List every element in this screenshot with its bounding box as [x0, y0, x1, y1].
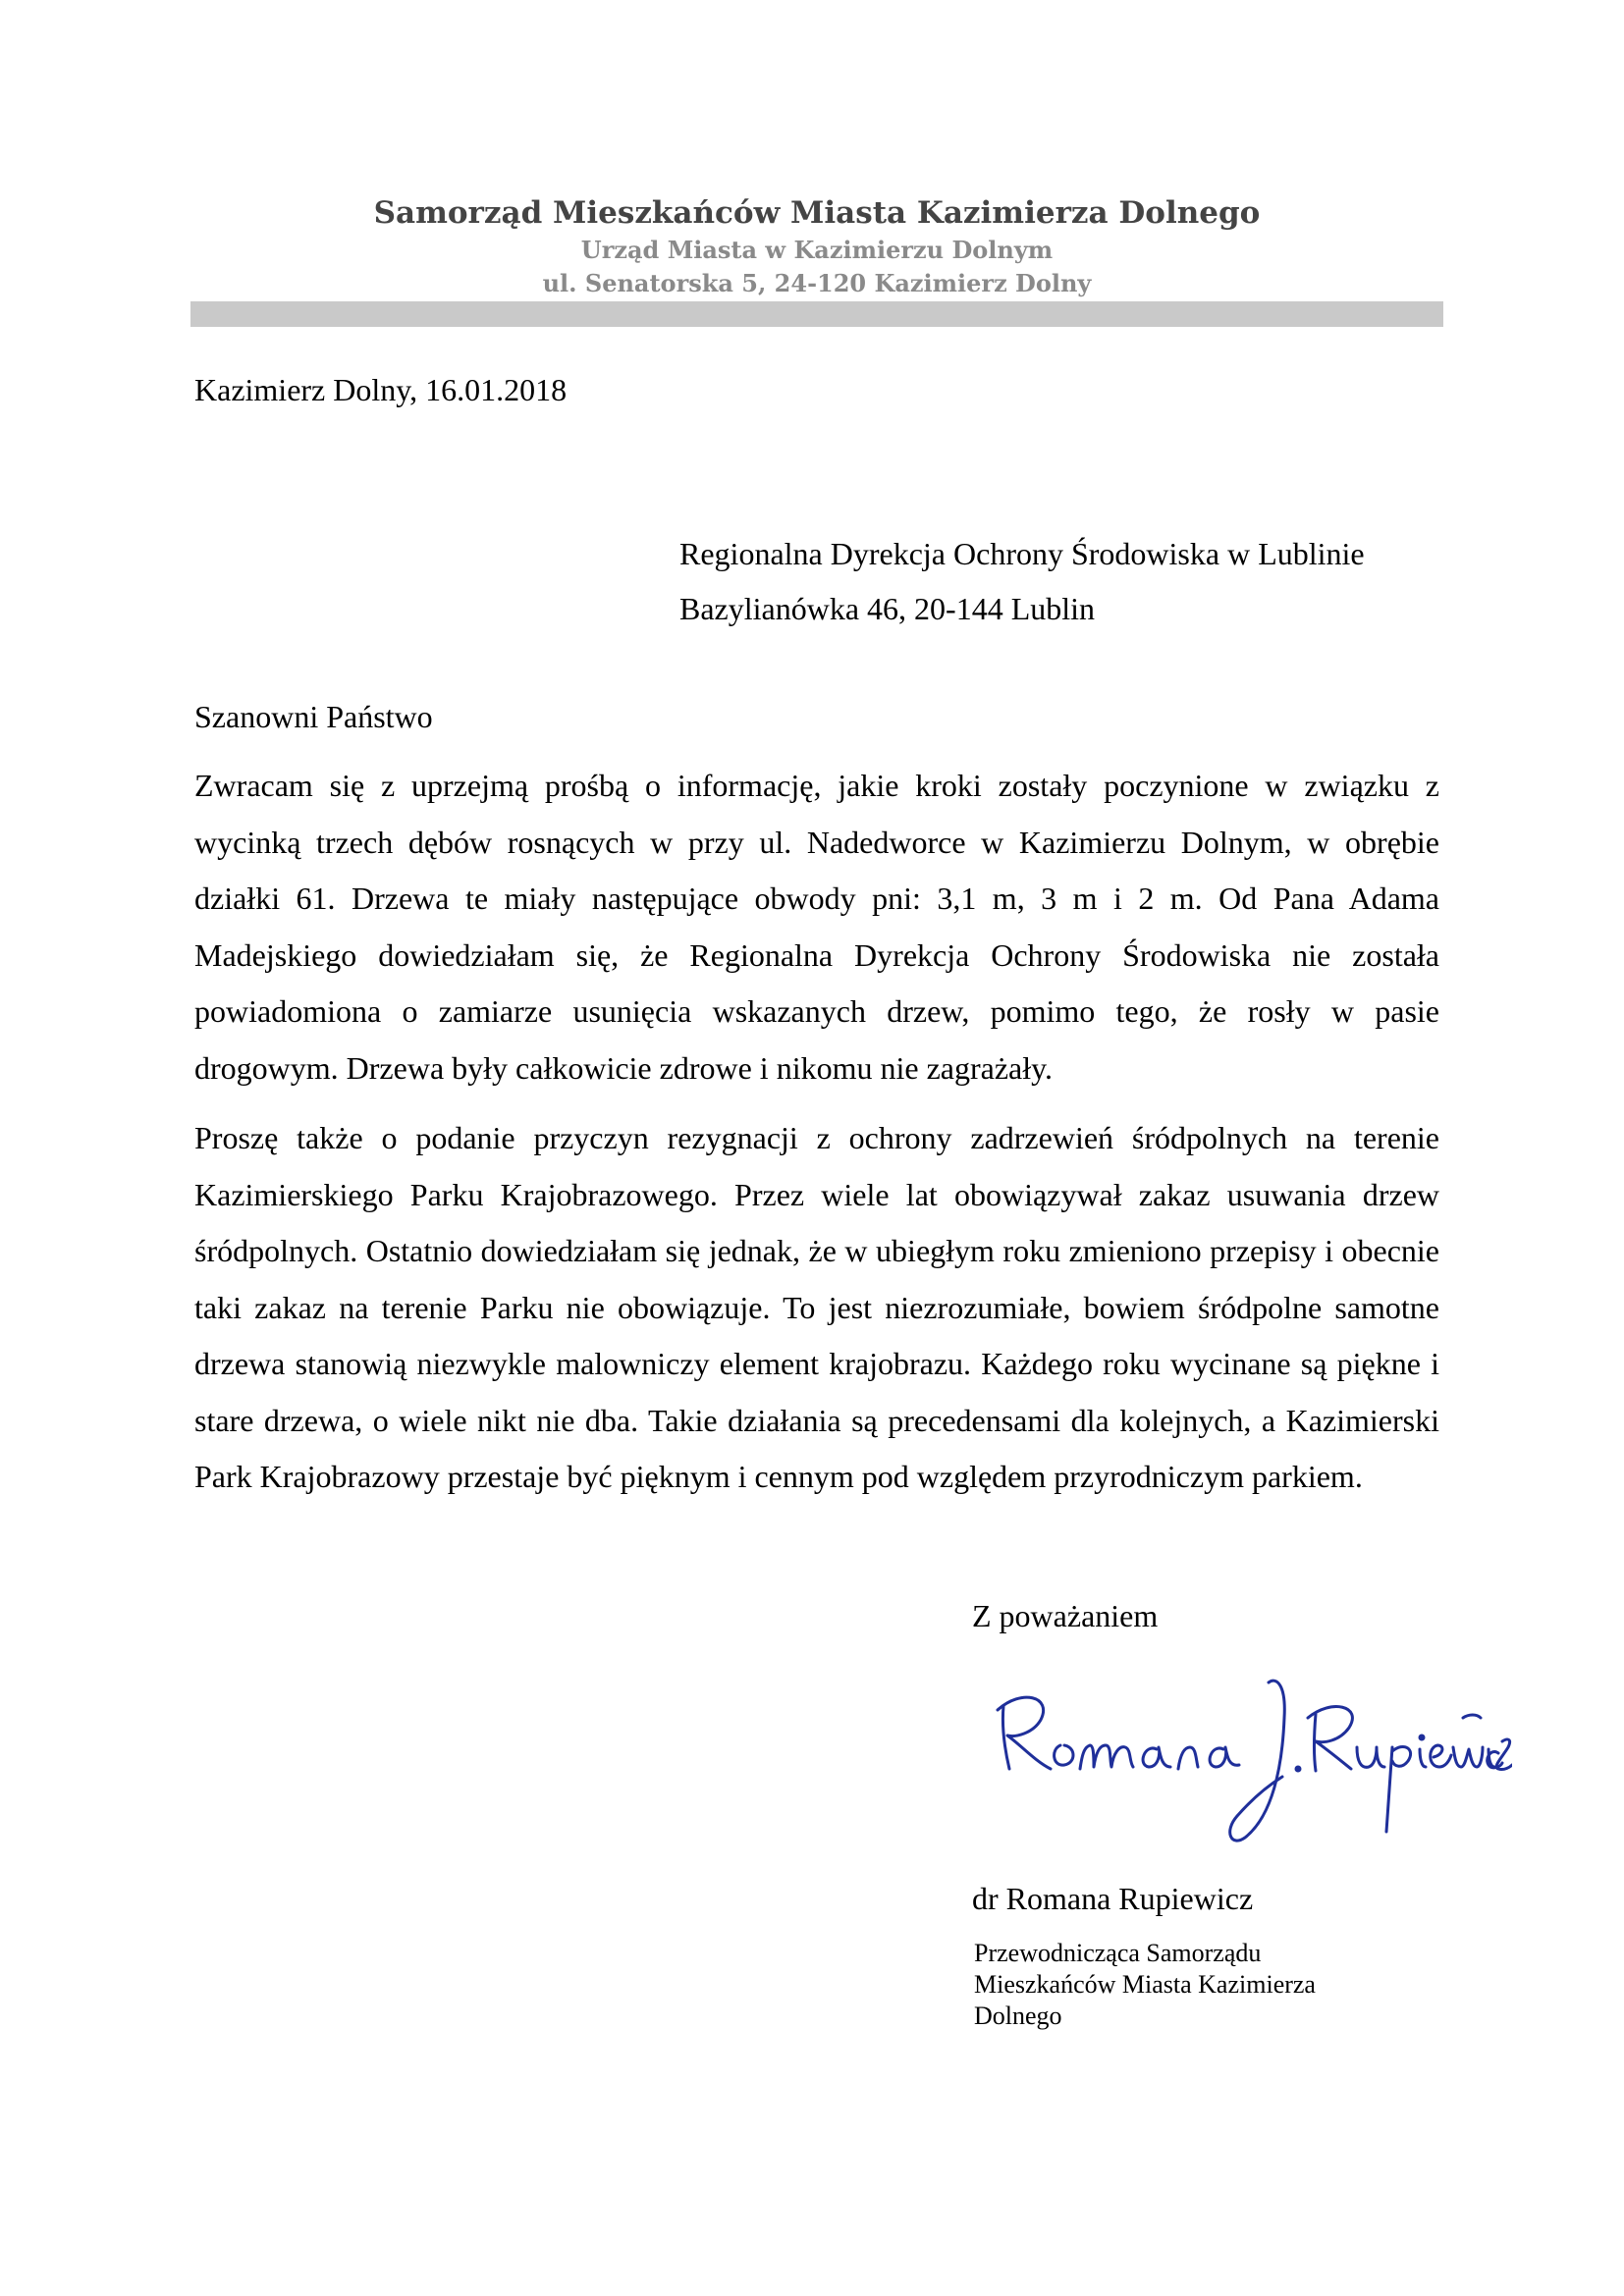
signer-role-line: Dolnego: [974, 2002, 1062, 2030]
recipient-name: Regionalna Dyrekcja Ochrony Środowiska w Lublinie: [679, 536, 1365, 571]
salutation: Szanowni Państwo: [194, 699, 433, 734]
recipient-block: [679, 526, 1365, 636]
letterhead: [190, 192, 1443, 300]
signer-role-line: Przewodnicząca Samorządu: [974, 1939, 1262, 1967]
letterhead-org-name: Samorząd Mieszkańców Miasta Kazimierza Dolnego: [373, 195, 1261, 231]
letterhead-address: ul. Senatorska 5, 24-120 Kazimierz Dolny: [542, 269, 1092, 297]
letterhead-divider: [190, 301, 1443, 327]
signer-name: dr Romana Rupiewicz: [972, 1881, 1254, 1916]
closing: Z poważaniem: [972, 1598, 1159, 1633]
place-date: Kazimierz Dolny, 16.01.2018: [194, 372, 568, 407]
body-paragraph: Proszę także o podanie przyczyn rezygnacji z ochrony zadrzewień śródpolnych na terenie Kazimierskiego Parku Krajobrazowego. Przez wiele lat obowiązywał zakaz usuwania drzew śródpolnych. Ostatnio dowiedziałam się jednak, że w ubiegłym roku zmieniono przepisy i obecnie taki zakaz na terenie Parku nie obowiązuje. To jest niezrozumiałe, bowiem śródpolne samotne drzewa stanowią niezwykle malowniczy element krajobrazu. Każdego roku wycinane są piękne i stare drzewa, o wiele nikt nie dba. Takie działania są precedensami dla kolejnych, a Kazimierski Park Krajobrazowy przestaje być pięknym i cennym pod względem przyrodniczym parkiem.: [194, 1120, 1439, 1494]
handwritten-signature: [992, 1659, 1512, 1855]
recipient-address: Bazylianówka 46, 20-144 Lublin: [679, 591, 1096, 626]
signer-role: [974, 1938, 1386, 2032]
letter-body: [194, 758, 1439, 1520]
body-paragraph: Zwracam się z uprzejmą prośbą o informację, jakie kroki zostały poczynione w związku z wycinką trzech dębów rosnących w przy ul. Nadedworce w Kazimierzu Dolnym, w obrębie działki 61. Drzewa te miały następujące obwody pni: 3,1 m, 3 m i 2 m. Od Pana Adama Madejskiego dowiedziałam się, że Regionalna Dyrekcja Ochrony Środowiska nie została powiadomiona o zamiarze usunięcia wskazanych drzew, pomimo tego, że rosły w pasie drogowym. Drzewa były całkowicie zdrowe i nikomu nie zagrażały.: [194, 768, 1439, 1086]
signer-role-line: Mieszkańców Miasta Kazimierza: [974, 1970, 1316, 1999]
letterhead-office: Urząd Miasta w Kazimierzu Dolnym: [580, 236, 1054, 264]
